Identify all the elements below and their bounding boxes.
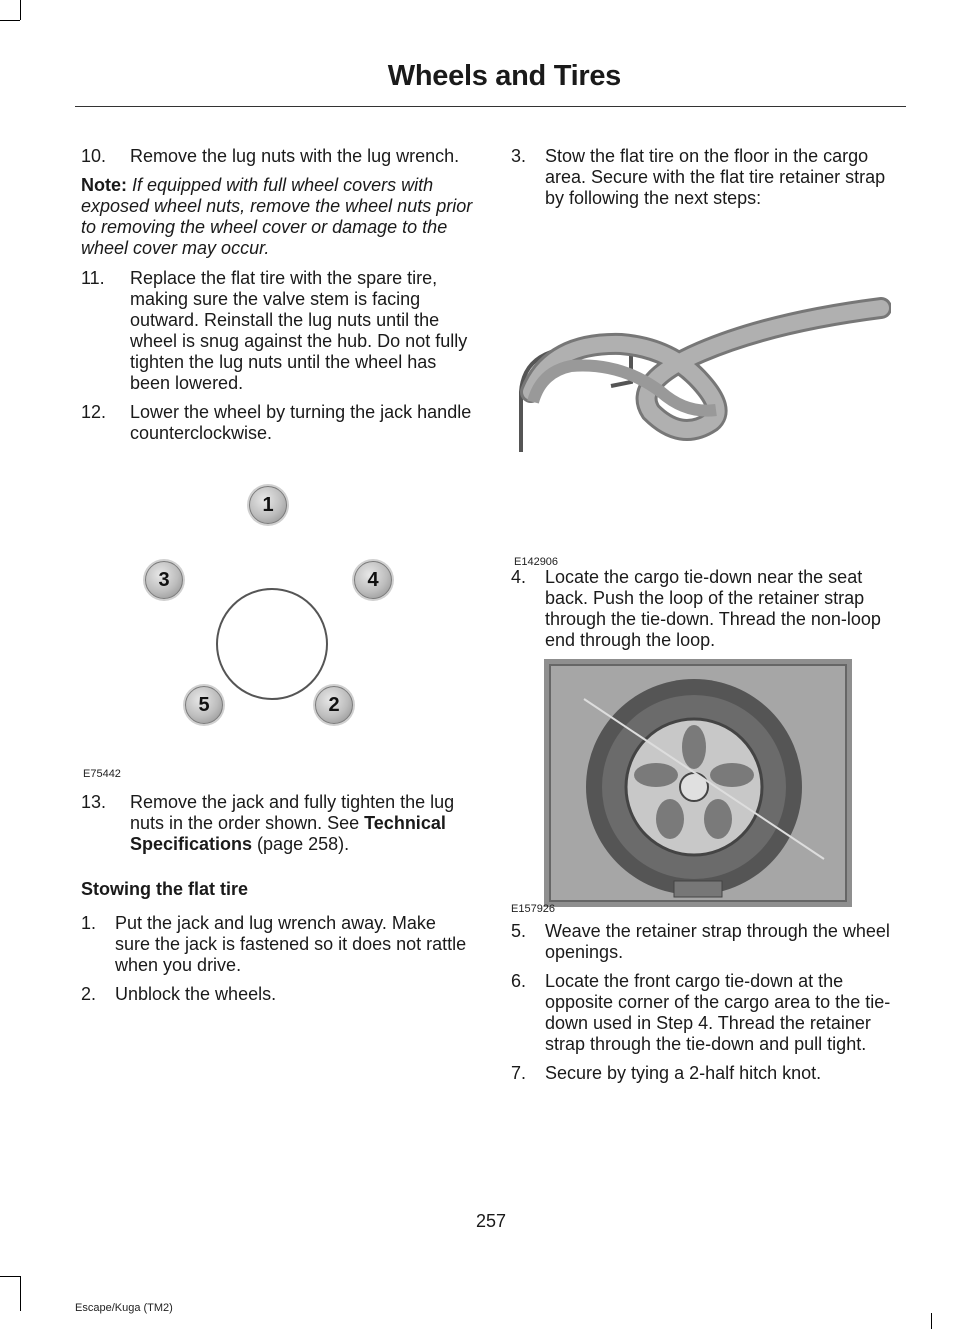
note-label: Note: <box>81 175 127 195</box>
cargo-spare-tire-illustration <box>544 659 852 907</box>
figure-label: E157926 <box>511 903 556 915</box>
step-number: 3. <box>511 146 527 166</box>
page-number: 257 <box>475 1211 507 1231</box>
step-4 <box>511 567 904 651</box>
step-7 <box>511 1063 904 1084</box>
title-rule <box>75 106 906 107</box>
right-column <box>511 146 904 1092</box>
crop-mark <box>0 1276 20 1277</box>
lug-nut-2: 2 <box>315 686 353 724</box>
step-text: Lower the wheel by turning the jack handle counterclockwise. <box>130 402 472 443</box>
step-number: 6. <box>511 971 527 991</box>
step-5 <box>511 921 904 963</box>
stow-step-1 <box>81 913 473 976</box>
step-text: Secure by tying a 2-half hitch knot. <box>545 1063 822 1083</box>
crop-mark <box>931 1313 932 1329</box>
retainer-strap-illustration <box>511 282 891 482</box>
retainer-strap-figure <box>511 217 904 568</box>
step-6 <box>511 971 904 1055</box>
lug-nut-5: 5 <box>185 686 223 724</box>
step-text: Remove the jack and fully tighten the lug nuts in the order shown. See <box>130 792 455 833</box>
page-title: Wheels and Tires <box>387 60 621 92</box>
left-column <box>81 146 473 1013</box>
stow-step-2 <box>81 984 473 1005</box>
note-text: If equipped with full wheel covers with exposed wheel nuts, remove the wheel nuts prior to removing the wheel cover or damage to the wheel cover may occur. <box>81 175 473 258</box>
step-text: Locate the cargo tie-down near the seat back. Push the loop of the retainer strap through the tie-down. Thread the non-loop end through the loop. <box>545 567 881 650</box>
step-13 <box>81 792 473 855</box>
step-12 <box>81 402 473 444</box>
step-number: 12. <box>81 402 107 422</box>
lug-nut-sequence-figure <box>81 462 473 792</box>
crop-mark <box>0 20 20 21</box>
footer-model: Escape/Kuga (TM2) <box>75 1302 173 1314</box>
step-text: Remove the lug nuts with the lug wrench. <box>130 146 460 166</box>
step-number: 13. <box>81 792 107 812</box>
lug-nut-1: 1 <box>249 486 287 524</box>
step-text: Stow the flat tire on the floor in the cargo area. Secure with the flat tire retainer strap by following the next steps: <box>545 146 886 208</box>
step-number: 2. <box>81 984 97 1004</box>
step-number: 4. <box>511 567 527 587</box>
step-10 <box>81 146 473 167</box>
step-11 <box>81 268 473 394</box>
step-text: Replace the flat tire with the spare tire, making sure the valve stem is facing outward. Reinstall the lug nuts until the wheel is snug against the hub. Do not fully tighten the lug nuts until the wheel has been lowered. <box>130 268 468 393</box>
note <box>81 175 473 259</box>
step-3 <box>511 146 904 209</box>
lug-nut-4: 4 <box>354 561 392 599</box>
section-heading: Stowing the flat tire <box>81 879 249 899</box>
lug-nut-3: 3 <box>145 561 183 599</box>
step-number: 10. <box>81 146 107 166</box>
step-text: Locate the front cargo tie-down at the opposite corner of the cargo area to the tie-down used in Step 4. Thread the retainer strap through the tie-down and pull tight. <box>545 971 891 1054</box>
step-text: Put the jack and lug wrench away. Make sure the jack is fastened so it does not rattle when you drive. <box>115 913 467 975</box>
cross-reference-link[interactable]: Technical Specifications <box>130 813 446 854</box>
figure-label: E75442 <box>83 768 121 780</box>
step-text: Unblock the wheels. <box>115 984 277 1004</box>
step-number: 5. <box>511 921 527 941</box>
step-number: 7. <box>511 1063 527 1083</box>
wheel-hub <box>216 588 328 700</box>
crop-mark <box>20 1276 21 1311</box>
step-text: Weave the retainer strap through the wheel openings. <box>545 921 890 962</box>
step-number: 11. <box>81 268 105 288</box>
crop-mark <box>20 0 21 20</box>
step-text-end: (page 258). <box>252 834 350 854</box>
step-number: 1. <box>81 913 97 933</box>
cargo-area-figure <box>511 659 904 921</box>
figure-label: E142906 <box>514 556 559 568</box>
